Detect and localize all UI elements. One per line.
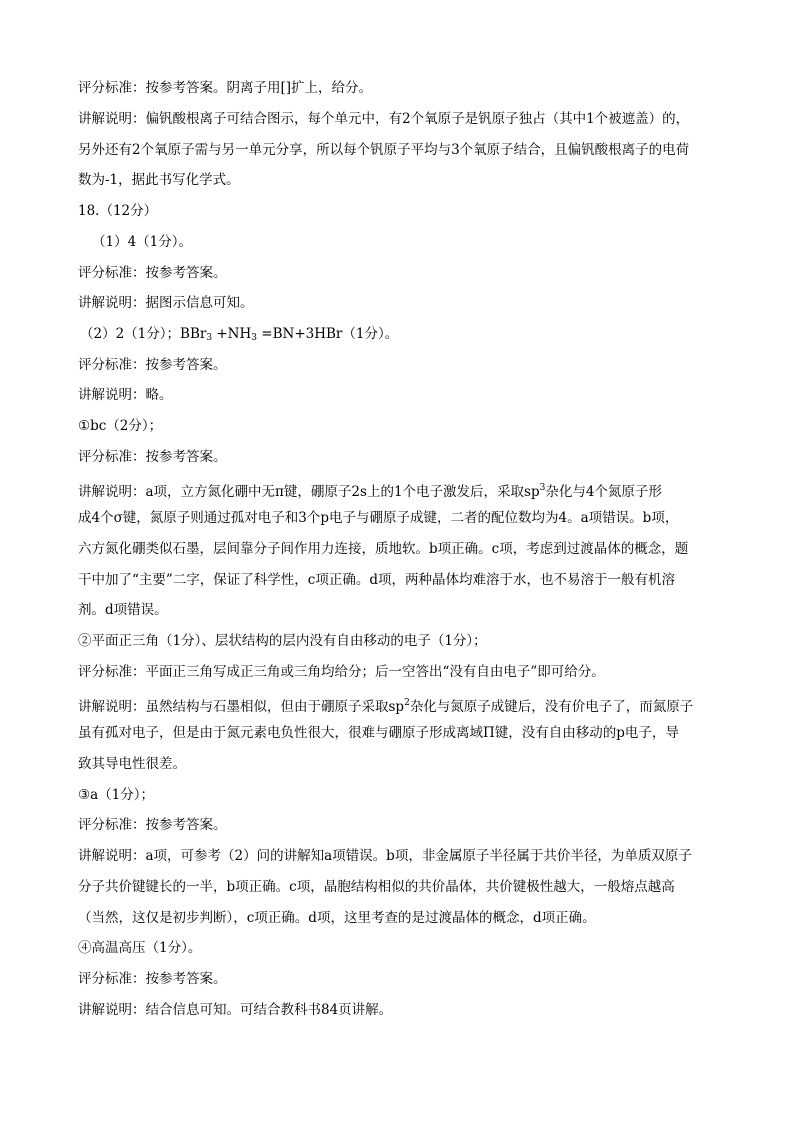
text-line: 分子共价键键长的一半，b项正确。c项，晶胞结构相似的共价晶体，共价键极性越大，一般熔点越高 — [78, 879, 675, 895]
text-line: 数为-1，据此书写化学式。 — [78, 172, 240, 188]
answer-line: ②平面正三角（1分）、层状结构的层内没有自由移动的电子（1分）； — [78, 633, 487, 649]
text-line: 评分标准：按参考答案。 — [78, 971, 227, 987]
text-line: 讲解说明：a项，可参考（2）问的讲解知a项错误。b项，非金属原子半径属于共价半径，为单质双原子 — [78, 848, 692, 864]
answer-line: ①bc（2分）； — [78, 418, 163, 434]
text-line: 讲解说明：偏钒酸根离子可结合图示，每个单元中，有2个氧原子是钒原子独占（其中1个被遮盖）的， — [78, 111, 690, 127]
text-line: 讲解说明：虽然结构与石墨相似，但由于硼原子采取$sp^2$杂化与氮原子成键后，没有价电子了，而氮原子 — [78, 698, 694, 715]
answer-line: ③a（1分）； — [78, 787, 154, 803]
text-line: 评分标准：按参考答案。 — [78, 817, 227, 833]
text-line: 讲解说明：结合信息可知。可结合教科书84页讲解。 — [78, 1002, 393, 1018]
text-line: 讲解说明：a项，立方氮化硼中无π键，硼原子2s上的1个电子激发后，采取$sp^3$杂化与4个氮原子形 — [78, 483, 662, 500]
text-line: 剂。d项错误。 — [78, 602, 168, 618]
text-line: 评分标准：按参考答案。阴离子用[]扩上，给分。 — [78, 80, 373, 96]
text-line: 致其导电性很差。 — [78, 756, 186, 772]
text-line: 虽有孤对电子，但是由于氮元素电负性很大，很难与硼原子形成离域Π键，没有自由移动的p电子，导 — [78, 725, 679, 741]
text-line: 成4个σ键，氮原子则通过孤对电子和3个p电子与硼原子成键，二者的配位数均为4。a项错误。b项， — [78, 510, 679, 526]
text-line: 干中加了“主要”二字，保证了科学性，c项正确。d项，两种晶体均难溶于水，也不易溶于一般有机溶 — [78, 572, 676, 588]
text-line: 另外还有2个氧原子需与另一单元分享，所以每个钒原子平均与3个氧原子结合，且偏钒酸根离子的电荷 — [78, 142, 690, 158]
text-line: 评分标准：按参考答案。 — [78, 357, 227, 373]
answer-line: （1）4（1分）。 — [92, 234, 193, 250]
text-line: 讲解说明：略。 — [78, 387, 173, 403]
text-line: 讲解说明：据图示信息可知。 — [78, 295, 254, 311]
text-line: 评分标准：按参考答案。 — [78, 265, 227, 281]
text-line: 评分标准：按参考答案。 — [78, 449, 227, 465]
answer-line: ④高温高压（1分）。 — [78, 940, 202, 956]
text-line: 六方氮化硼类似石墨，层间靠分子间作用力连接，质地软。b项正确。c项，考虑到过渡晶体的概念，题 — [78, 541, 689, 557]
answer-line: （2）2（1分）；$BBr_3 +NH_3 =BN+3HBr(1$分）。 — [80, 326, 399, 343]
question-number: 18.（12分） — [78, 203, 158, 219]
text-line: （当然，这仅是初步判断），c项正确。d项，这里考查的是过渡晶体的概念，d项正确。 — [78, 910, 596, 926]
text-line: 评分标准：平面正三角写成正三角或三角均给分；后一空答出“没有自由电子”即可给分。 — [78, 664, 605, 680]
